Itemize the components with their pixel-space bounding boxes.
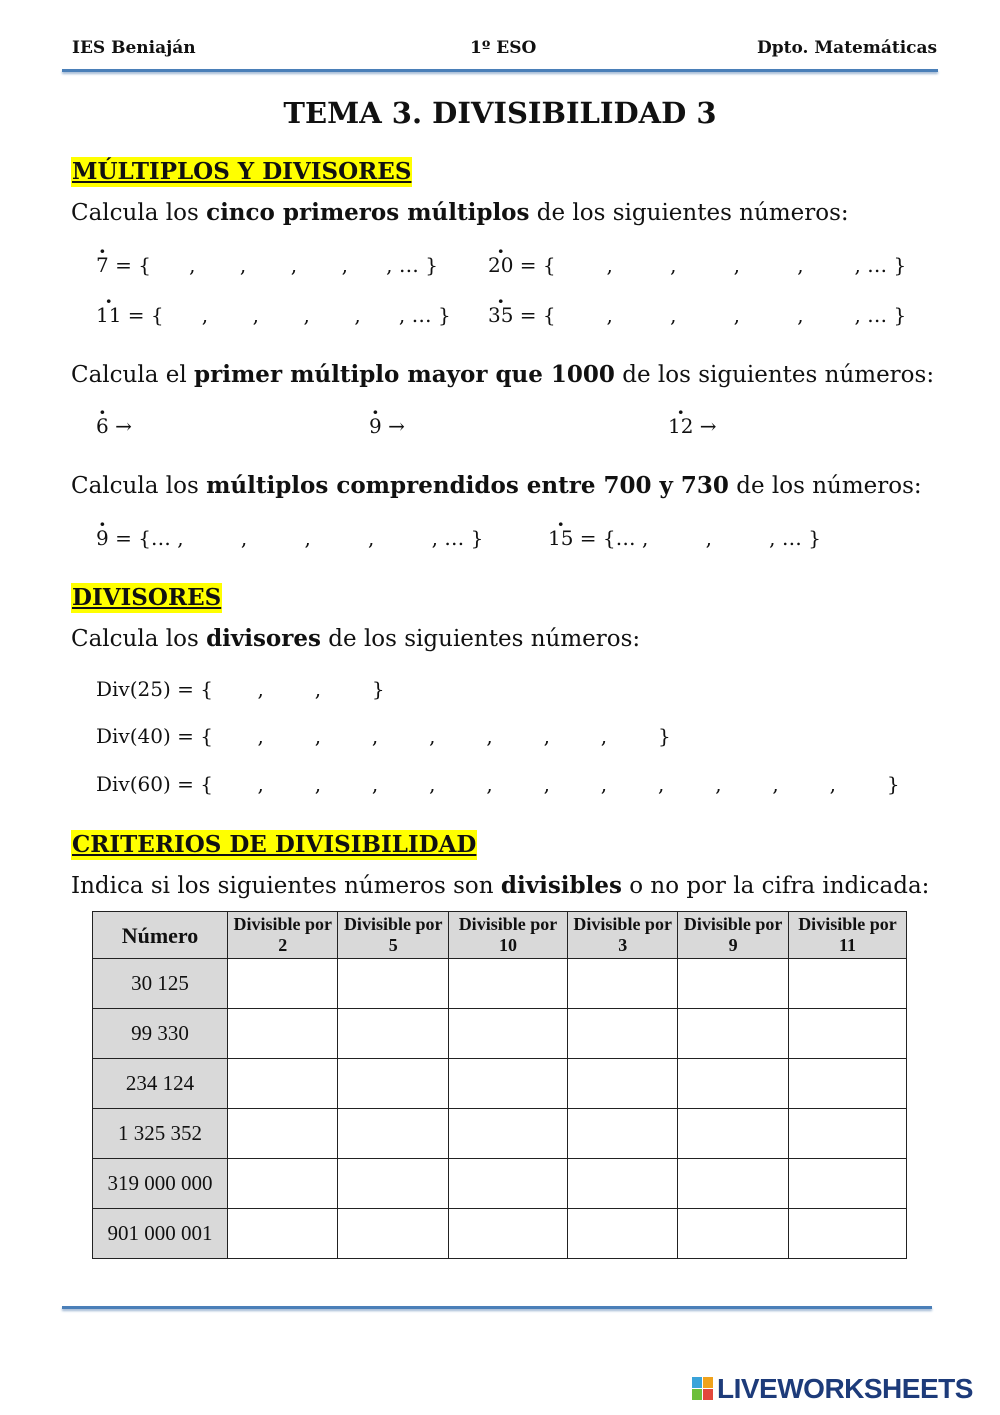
instruction-bold: divisores [206, 625, 321, 652]
answer-cell[interactable] [338, 1109, 448, 1159]
table-row [93, 1209, 907, 1259]
over-1000-expr-12 [668, 413, 717, 439]
set-blanks: = {… , , , … } [573, 526, 821, 550]
number-multiples: 7 · [96, 253, 109, 277]
instruction-text: de los siguientes números: [614, 362, 935, 388]
column-header-div10: Divisible por 10 [448, 912, 567, 959]
header-rule [62, 69, 938, 72]
answer-cell[interactable] [338, 1209, 448, 1259]
answer-cell[interactable] [228, 1209, 338, 1259]
answer-cell[interactable] [338, 1159, 448, 1209]
instruction-text: de los siguientes números: [320, 626, 641, 652]
set-blanks: = { , , , , , … } [108, 253, 438, 277]
number-multiples: 20 · [488, 253, 513, 277]
divisibility-table [92, 911, 907, 1259]
answer-cell[interactable] [448, 1009, 567, 1059]
page-title: TEMA 3. DIVISIBILIDAD 3 [283, 96, 717, 130]
answer-cell[interactable] [448, 1209, 567, 1259]
column-header-div2: Divisible por 2 [228, 912, 338, 959]
instruction-text: Indica si los siguientes números son [71, 873, 501, 899]
arrow: → [108, 414, 132, 438]
instruction-text: Calcula los [71, 473, 207, 499]
answer-cell[interactable] [338, 959, 448, 1009]
row-number: 319 000 000 [93, 1159, 228, 1209]
between-expr-15 [548, 525, 821, 551]
instruction-divisors [71, 624, 640, 654]
multiples-expr-11 [96, 302, 451, 328]
instruction-text: de los números: [728, 473, 922, 499]
number-multiples: 11 · [96, 303, 121, 327]
answer-cell[interactable] [567, 1109, 677, 1159]
instruction-first-five [71, 198, 849, 228]
table-row [93, 959, 907, 1009]
instruction-bold: primer múltiplo mayor que 1000 [194, 361, 615, 388]
column-header-number: Número [93, 912, 228, 959]
answer-cell[interactable] [567, 1009, 677, 1059]
footer-rule [62, 1306, 932, 1309]
liveworksheets-logo-text: LIVEWORKSHEETS [717, 1373, 973, 1404]
multiples-expr-7 [96, 252, 438, 278]
answer-cell[interactable] [338, 1059, 448, 1109]
arrow: → [693, 414, 717, 438]
section-criteria-heading: CRITERIOS DE DIVISIBILIDAD [72, 831, 477, 858]
instruction-bold: cinco primeros múltiplos [206, 199, 530, 226]
row-number: 99 330 [93, 1009, 228, 1059]
answer-cell[interactable] [678, 1159, 788, 1209]
divisors-expr-60: Div(60) = { , , , , , , , , , , , } [96, 772, 900, 796]
answer-cell[interactable] [228, 1009, 338, 1059]
answer-cell[interactable] [448, 1059, 567, 1109]
arrow: → [381, 414, 405, 438]
answer-cell[interactable] [678, 1009, 788, 1059]
answer-cell[interactable] [567, 959, 677, 1009]
answer-cell[interactable] [678, 1109, 788, 1159]
answer-cell[interactable] [788, 1159, 906, 1209]
instruction-between [71, 471, 922, 501]
answer-cell[interactable] [678, 1059, 788, 1109]
number-multiples: 35 · [488, 303, 513, 327]
between-expr-9 [96, 525, 483, 551]
answer-cell[interactable] [228, 1109, 338, 1159]
number-multiples: 9 · [96, 526, 109, 550]
liveworksheets-logo-icon [692, 1377, 714, 1401]
table-row [93, 1159, 907, 1209]
column-header-div11: Divisible por 11 [788, 912, 906, 959]
answer-cell[interactable] [567, 1209, 677, 1259]
set-blanks: = { , , , , , … } [121, 303, 451, 327]
set-blanks: = {… , , , , , … } [108, 526, 484, 550]
set-blanks: = { , , , , , … } [513, 253, 907, 277]
instruction-divisible [71, 871, 929, 901]
number-multiples: 12 · [668, 414, 693, 438]
multiples-expr-35 [488, 302, 906, 328]
section-multiples-heading: MÚLTIPLOS Y DIVISORES [72, 158, 412, 185]
answer-cell[interactable] [788, 1209, 906, 1259]
answer-cell[interactable] [228, 1159, 338, 1209]
multiples-expr-20 [488, 252, 906, 278]
number-multiples: 15 · [548, 526, 573, 550]
answer-cell[interactable] [567, 1159, 677, 1209]
answer-cell[interactable] [338, 1009, 448, 1059]
over-1000-expr-9 [369, 413, 405, 439]
instruction-bold: divisibles [500, 872, 622, 899]
header-course: 1º ESO [470, 38, 537, 58]
instruction-text: Calcula los [71, 626, 207, 652]
answer-cell[interactable] [448, 1159, 567, 1209]
liveworksheets-logo [692, 1373, 973, 1405]
answer-cell[interactable] [567, 1059, 677, 1109]
row-number: 234 124 [93, 1059, 228, 1109]
answer-cell[interactable] [448, 959, 567, 1009]
divisors-expr-40: Div(40) = { , , , , , , , } [96, 724, 671, 748]
row-number: 30 125 [93, 959, 228, 1009]
instruction-text: de los siguientes números: [529, 200, 849, 226]
answer-cell[interactable] [678, 1209, 788, 1259]
number-multiples: 6 · [96, 414, 109, 438]
answer-cell[interactable] [788, 1059, 906, 1109]
instruction-bold: múltiplos comprendidos entre 700 y 730 [206, 472, 729, 499]
table-row [93, 1109, 907, 1159]
table-header-row [93, 912, 907, 959]
divisors-expr-25: Div(25) = { , , } [96, 677, 385, 701]
column-header-div5: Divisible por 5 [338, 912, 448, 959]
section-divisors-heading: DIVISORES [72, 584, 222, 611]
table-row [93, 1009, 907, 1059]
column-header-div9: Divisible por 9 [678, 912, 788, 959]
column-header-div3: Divisible por 3 [567, 912, 677, 959]
instruction-text: o no por la cifra indicada: [621, 873, 930, 899]
answer-cell[interactable] [228, 959, 338, 1009]
number-multiples: 9 · [369, 414, 382, 438]
instruction-first-over-1000 [71, 360, 934, 390]
header-school: IES Beniaján [72, 38, 196, 58]
instruction-text: Calcula el [71, 362, 195, 388]
answer-cell[interactable] [788, 1009, 906, 1059]
row-number: 901 000 001 [93, 1209, 228, 1259]
answer-cell[interactable] [678, 959, 788, 1009]
answer-cell[interactable] [448, 1109, 567, 1159]
row-number: 1 325 352 [93, 1109, 228, 1159]
header-department: Dpto. Matemáticas [757, 38, 938, 58]
answer-cell[interactable] [228, 1059, 338, 1109]
table-row [93, 1059, 907, 1109]
over-1000-expr-6 [96, 413, 132, 439]
answer-cell[interactable] [788, 1109, 906, 1159]
answer-cell[interactable] [788, 959, 906, 1009]
set-blanks: = { , , , , , … } [513, 303, 907, 327]
instruction-text: Calcula los [71, 200, 207, 226]
